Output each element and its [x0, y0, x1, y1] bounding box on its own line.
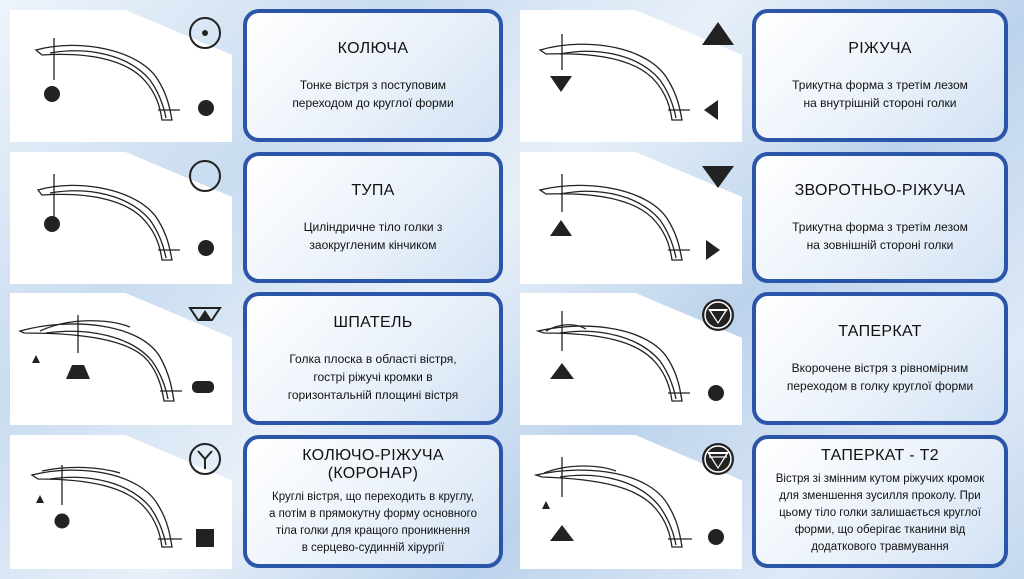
spatula-icon [187, 298, 223, 334]
circle-dot-icon [187, 15, 223, 51]
triangle-down-icon [700, 158, 736, 194]
needle-description: Круглі вістря, що переходить в круглу, а потім в прямокутну форму основного тіла голки для кращого проникнення в серцево-судинній хірургії [268, 490, 477, 554]
needle-info-box [752, 292, 1008, 425]
circle-icon [187, 158, 223, 194]
circle-triangle-double-icon [700, 441, 736, 477]
needle-info-box [243, 292, 503, 425]
needle-info-box [752, 9, 1008, 142]
needle-description: Голка плоска в області вістря, гострі ріжучі кромки в горизонтальній площині вістря [287, 351, 459, 402]
needle-info-box [243, 435, 503, 568]
needle-title: ТАПЕРКАТ [838, 322, 922, 340]
needle-info-box [752, 435, 1008, 568]
needle-info-box [243, 9, 503, 142]
needle-description: Циліндричне тіло голки з заокругленим кінчиком [303, 219, 443, 252]
circle-y-icon [187, 441, 223, 477]
needle-title: КОЛЮЧА [337, 39, 409, 57]
needle-info-box [243, 152, 503, 283]
needle-description: Вістря зі змінним кутом ріжучих кромок для зменшення зусилля проколу. При цьому тіло голки залишається круглої форми, що оберігає тканини від додаткового травмування [775, 473, 985, 553]
triangle-up-icon [700, 15, 736, 51]
needle-title: ТУПА [351, 181, 395, 199]
needle-description: Трикутна форма з третім лезом на внутрішній стороні голки [792, 77, 968, 110]
needle-title: ТАПЕРКАТ - Т2 [821, 447, 939, 464]
needle-description: Тонке вістря з поступовим переходом до круглої форми [292, 77, 454, 110]
needle-description: Трикутна форма з третім лезом на зовнішній стороні голки [792, 219, 968, 252]
needle-description: Вкорочене вістря з рівномірним переходом в голку круглої форми [786, 360, 974, 393]
needle-title: КОЛЮЧО-РІЖУЧА (КОРОНАР) [302, 446, 444, 482]
needle-title: ЗВОРОТНЬО-РІЖУЧА [794, 181, 966, 199]
circle-triangle-icon [700, 297, 736, 333]
needle-title: РІЖУЧА [848, 39, 912, 57]
needle-title: ШПАТЕЛЬ [333, 313, 413, 331]
needle-info-box [752, 152, 1008, 283]
